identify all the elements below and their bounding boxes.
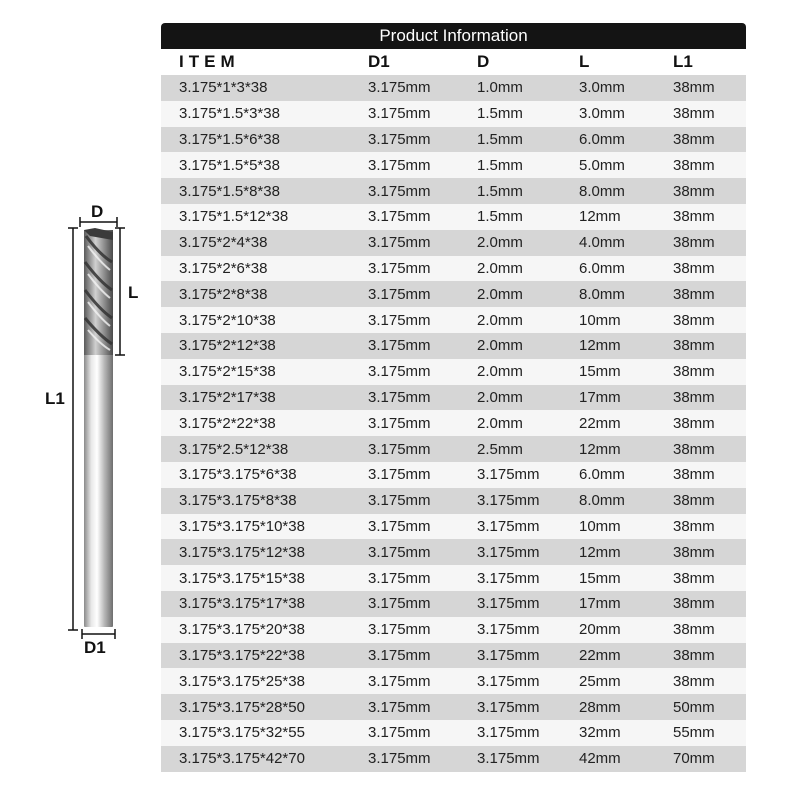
cell-l1: 38mm: [673, 388, 715, 406]
table-row: [161, 668, 746, 694]
cell-d1: 3.175mm: [368, 105, 431, 123]
dimension-label-d: D: [91, 202, 104, 221]
table-row: [161, 694, 746, 720]
cell-d1: 3.175mm: [368, 285, 431, 303]
cell-d: 3.175mm: [477, 724, 540, 742]
cell-d: 2.0mm: [477, 388, 523, 406]
cell-item: 3.175*3.175*28*50: [179, 698, 305, 716]
cell-d: 2.0mm: [477, 311, 523, 329]
table-row: [161, 127, 746, 153]
table-row: [161, 539, 746, 565]
table-row: [161, 591, 746, 617]
table-header-row: [161, 49, 746, 75]
cell-l: 4.0mm: [579, 234, 625, 252]
cell-d1: 3.175mm: [368, 698, 431, 716]
cell-item: 3.175*3.175*10*38: [179, 517, 305, 535]
table-row: [161, 514, 746, 540]
table-row: [161, 462, 746, 488]
column-header-l: L: [579, 52, 590, 71]
table-row: [161, 307, 746, 333]
cell-l: 25mm: [579, 672, 621, 690]
cell-d: 3.175mm: [477, 492, 540, 510]
cell-item: 3.175*3.175*17*38: [179, 595, 305, 613]
cell-item: 3.175*3.175*8*38: [179, 492, 297, 510]
cell-l1: 55mm: [673, 724, 715, 742]
cell-l: 10mm: [579, 311, 621, 329]
cell-d1: 3.175mm: [368, 466, 431, 484]
cell-d1: 3.175mm: [368, 672, 431, 690]
cell-d: 1.5mm: [477, 156, 523, 174]
cell-item: 3.175*3.175*32*55: [179, 724, 305, 742]
cell-item: 3.175*2*17*38: [179, 388, 276, 406]
cell-item: 3.175*3.175*25*38: [179, 672, 305, 690]
cell-l: 6.0mm: [579, 259, 625, 277]
cell-l: 22mm: [579, 414, 621, 432]
cell-l: 12mm: [579, 208, 621, 226]
cell-item: 3.175*2*22*38: [179, 414, 276, 432]
table-row: [161, 385, 746, 411]
cell-l: 8.0mm: [579, 182, 625, 200]
cell-l1: 50mm: [673, 698, 715, 716]
cell-l: 8.0mm: [579, 285, 625, 303]
cell-d: 3.175mm: [477, 595, 540, 613]
cell-l: 15mm: [579, 569, 621, 587]
cell-d1: 3.175mm: [368, 517, 431, 535]
cell-l1: 38mm: [673, 543, 715, 561]
cell-l: 15mm: [579, 363, 621, 381]
cell-l1: 38mm: [673, 79, 715, 97]
cell-l1: 38mm: [673, 414, 715, 432]
product-information-table: [161, 23, 746, 772]
cell-l1: 38mm: [673, 285, 715, 303]
table-row: [161, 333, 746, 359]
cell-d: 2.0mm: [477, 363, 523, 381]
cell-item: 3.175*2*8*38: [179, 285, 268, 303]
cell-l: 12mm: [579, 543, 621, 561]
table-row: [161, 204, 746, 230]
cell-d: 3.175mm: [477, 569, 540, 587]
cell-d: 3.175mm: [477, 698, 540, 716]
cell-l1: 38mm: [673, 569, 715, 587]
cell-d1: 3.175mm: [368, 337, 431, 355]
cell-d: 3.175mm: [477, 621, 540, 639]
cell-item: 3.175*2*6*38: [179, 259, 268, 277]
cell-item: 3.175*1.5*3*38: [179, 105, 280, 123]
cell-l: 5.0mm: [579, 156, 625, 174]
table-title: Product Information: [161, 23, 746, 49]
cell-item: 3.175*1*3*38: [179, 79, 268, 97]
cell-l1: 38mm: [673, 621, 715, 639]
cell-l1: 38mm: [673, 517, 715, 535]
cell-l1: 38mm: [673, 208, 715, 226]
table-row: [161, 230, 746, 256]
table-row: [161, 617, 746, 643]
cell-item: 3.175*3.175*20*38: [179, 621, 305, 639]
cell-d: 3.175mm: [477, 750, 540, 768]
table-row: [161, 720, 746, 746]
table-row: [161, 643, 746, 669]
cell-item: 3.175*1.5*8*38: [179, 182, 280, 200]
table-row: [161, 746, 746, 772]
cell-d1: 3.175mm: [368, 440, 431, 458]
cell-l1: 38mm: [673, 182, 715, 200]
cell-d: 3.175mm: [477, 646, 540, 664]
table-row: [161, 410, 746, 436]
table-row: [161, 436, 746, 462]
cell-d: 1.5mm: [477, 182, 523, 200]
cell-l1: 38mm: [673, 440, 715, 458]
cell-d1: 3.175mm: [368, 750, 431, 768]
cell-l: 6.0mm: [579, 130, 625, 148]
table-row: [161, 178, 746, 204]
cell-l1: 38mm: [673, 156, 715, 174]
table-row: [161, 565, 746, 591]
cell-l: 32mm: [579, 724, 621, 742]
dimension-label-l1: L1: [45, 389, 65, 408]
cell-d1: 3.175mm: [368, 543, 431, 561]
cell-d: 2.0mm: [477, 414, 523, 432]
cell-d: 3.175mm: [477, 517, 540, 535]
cell-d1: 3.175mm: [368, 130, 431, 148]
cell-d1: 3.175mm: [368, 79, 431, 97]
cell-item: 3.175*2*4*38: [179, 234, 268, 252]
cell-d1: 3.175mm: [368, 569, 431, 587]
column-header-d: D: [477, 52, 490, 71]
cell-l: 10mm: [579, 517, 621, 535]
cell-d: 2.0mm: [477, 234, 523, 252]
cell-d: 1.5mm: [477, 130, 523, 148]
table-row: [161, 101, 746, 127]
cell-l1: 38mm: [673, 311, 715, 329]
cell-l1: 38mm: [673, 259, 715, 277]
cell-l1: 38mm: [673, 234, 715, 252]
table-row: [161, 256, 746, 282]
cell-l1: 38mm: [673, 492, 715, 510]
cell-d1: 3.175mm: [368, 414, 431, 432]
cell-l: 3.0mm: [579, 105, 625, 123]
cell-l: 22mm: [579, 646, 621, 664]
cell-d1: 3.175mm: [368, 492, 431, 510]
end-mill-diagram: [0, 0, 160, 800]
cell-l: 6.0mm: [579, 466, 625, 484]
cell-d: 3.175mm: [477, 543, 540, 561]
dimension-label-l: L: [128, 283, 139, 302]
cell-d1: 3.175mm: [368, 234, 431, 252]
column-header-d1: D1: [368, 52, 390, 71]
end-mill-illustration: [0, 0, 160, 800]
cell-l: 12mm: [579, 440, 621, 458]
cell-l: 17mm: [579, 388, 621, 406]
cell-item: 3.175*3.175*22*38: [179, 646, 305, 664]
cell-item: 3.175*1.5*6*38: [179, 130, 280, 148]
cell-d: 2.0mm: [477, 337, 523, 355]
cell-d1: 3.175mm: [368, 724, 431, 742]
cell-l: 20mm: [579, 621, 621, 639]
cell-l1: 38mm: [673, 130, 715, 148]
cell-l: 12mm: [579, 337, 621, 355]
table-row: [161, 359, 746, 385]
cell-d1: 3.175mm: [368, 311, 431, 329]
table-row: [161, 488, 746, 514]
table-row: [161, 281, 746, 307]
cell-l1: 38mm: [673, 363, 715, 381]
cell-l: 3.0mm: [579, 79, 625, 97]
cell-d: 3.175mm: [477, 672, 540, 690]
cell-item: 3.175*2*10*38: [179, 311, 276, 329]
cell-d: 2.0mm: [477, 259, 523, 277]
cell-l: 28mm: [579, 698, 621, 716]
cell-l1: 38mm: [673, 105, 715, 123]
table-body: [161, 75, 746, 772]
cell-d1: 3.175mm: [368, 388, 431, 406]
cell-d: 1.5mm: [477, 208, 523, 226]
cell-item: 3.175*2.5*12*38: [179, 440, 289, 458]
cell-item: 3.175*3.175*6*38: [179, 466, 297, 484]
cell-item: 3.175*1.5*5*38: [179, 156, 280, 174]
table-row: [161, 75, 746, 101]
cell-l1: 38mm: [673, 646, 715, 664]
cell-d1: 3.175mm: [368, 259, 431, 277]
cell-d1: 3.175mm: [368, 182, 431, 200]
cell-d1: 3.175mm: [368, 363, 431, 381]
cell-d: 2.5mm: [477, 440, 523, 458]
cell-l: 17mm: [579, 595, 621, 613]
cell-item: 3.175*3.175*15*38: [179, 569, 305, 587]
cell-item: 3.175*3.175*12*38: [179, 543, 305, 561]
cell-l1: 38mm: [673, 337, 715, 355]
cell-l: 8.0mm: [579, 492, 625, 510]
cell-item: 3.175*1.5*12*38: [179, 208, 289, 226]
dimension-label-d1: D1: [84, 638, 106, 657]
cell-d: 1.5mm: [477, 105, 523, 123]
cell-d1: 3.175mm: [368, 156, 431, 174]
table-row: [161, 152, 746, 178]
cell-d1: 3.175mm: [368, 595, 431, 613]
cell-item: 3.175*2*12*38: [179, 337, 276, 355]
column-header-item: ITEM: [179, 52, 240, 71]
cell-d1: 3.175mm: [368, 208, 431, 226]
column-header-l1: L1: [673, 52, 693, 71]
cell-item: 3.175*2*15*38: [179, 363, 276, 381]
cell-l: 42mm: [579, 750, 621, 768]
cell-l1: 38mm: [673, 466, 715, 484]
cell-l1: 38mm: [673, 672, 715, 690]
cell-d: 3.175mm: [477, 466, 540, 484]
cell-d: 1.0mm: [477, 79, 523, 97]
cell-d1: 3.175mm: [368, 621, 431, 639]
cell-d: 2.0mm: [477, 285, 523, 303]
cell-l1: 38mm: [673, 595, 715, 613]
cell-item: 3.175*3.175*42*70: [179, 750, 305, 768]
cell-d1: 3.175mm: [368, 646, 431, 664]
cell-l1: 70mm: [673, 750, 715, 768]
